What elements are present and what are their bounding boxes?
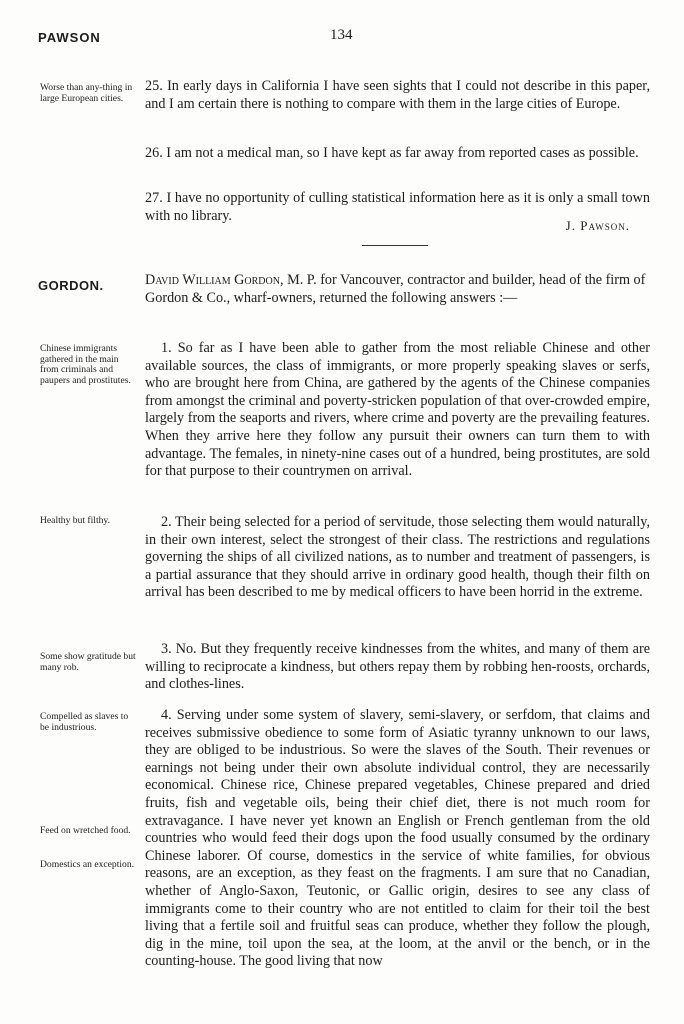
intro-paragraph bbox=[145, 272, 650, 307]
paragraph: 4. Serving under some system of slavery, semi-slavery, or serfdom, that claims and receives submissive obedience to some form of Asiatic tyranny unknown to our laws, they are obliged to be industrious. So were the slaves of the South. Their revenues or earnings not being under their own absolute individual control, they are necessarily economical. Chinese rice, Chinese prepared vegetables, Chinese prepared and dried fruits, fish and vegetable oils, being their chief diet, there is not much room for extravagance. I have never yet known an English or French gentleman from the old countries who would feed their dogs upon the food usually consumed by the ordinary Chinese laborer. Of course, domestics in the service of white families, for obvious reasons, are an exception, as they feast on the fragments. I am sure that no Canadian, whether of Anglo-Saxon, Teutonic, or Gallic origin, desires to see any class of immigrants come to their country who are not entitled to claim for their toil the best living that a fertile soil and fruitful seas can produce, whether they follow the plough, dig in the mine, toil upon the sea, at the loom, at the anvil or the bench, or in the counting-house. The good living that now bbox=[145, 707, 650, 970]
paragraph: 3. No. But they frequently receive kindnesses from the whites, and many of them are willing to reciprocate a kindness, but others repay them by robbing hen-roosts, orchards, and clothes-lines. bbox=[145, 641, 650, 693]
witness-name: David William Gordon, bbox=[145, 272, 284, 288]
margin-note: Feed on wretched food. bbox=[40, 825, 131, 836]
paragraph: 25. In early days in California I have seen sights that I could not describe in this paper, and I am certain there is nothing to compare with them in the large cities of Europe. bbox=[145, 78, 650, 112]
intro-text: M. P. for Vancouver, contractor and builder, head of the firm of Gordon & Co., wharf-owners, returned the following answers :— bbox=[145, 272, 646, 306]
paragraph: 26. I am not a medical man, so I have kept as far away from reported cases as possible. bbox=[145, 145, 639, 161]
margin-note: Chinese immigrants gathered in the main from criminals and paupers and prostitutes. bbox=[40, 343, 131, 386]
running-title: PAWSON bbox=[38, 30, 101, 45]
margin-note: Domestics an exception. bbox=[40, 859, 135, 870]
margin-note: Worse than any-thing in large European cities. bbox=[40, 82, 133, 104]
paragraph: 1. So far as I have been able to gather from the most reliable Chinese and other available sources, the class of immigrants, or more properly speaking slaves or serfs, who are brought here from China, are gathered by the agents of the Chinese companies from amongst the criminal and poverty-stricken population of that over-crowded empire, largely from the seaports and rivers, where crime and poverty are the prevailing features. When they arrive here they follow any pursuit their owners can turn them to with advantage. The females, in ninety-nine cases out of a hundred, being prostitutes, are sold for that purpose to their countrymen on arrival. bbox=[145, 340, 650, 480]
paragraph: 27. I have no opportunity of culling statistical information here as it is only a small town with no library. bbox=[145, 190, 650, 224]
margin-note: Compelled as slaves to be industrious. bbox=[40, 711, 129, 733]
margin-note: Some show gratitude but many rob. bbox=[40, 651, 136, 673]
signature: J. Pawson. bbox=[565, 218, 630, 233]
page-number: 134 bbox=[330, 27, 353, 43]
section-name: GORDON. bbox=[38, 278, 104, 293]
margin-note: Healthy but filthy. bbox=[40, 515, 110, 526]
paragraph: 2. Their being selected for a period of servitude, those selecting them would naturally, in their own interest, select the strongest of their class. The restrictions and regulations governing the ships of all civilized nations, as to number and treatment of passengers, is a partial assurance that they should arrive in ordinary good health, though their filth on arrival has been described to me by medical officers to have been horrid in the extreme. bbox=[145, 514, 650, 601]
section-divider bbox=[362, 245, 428, 246]
